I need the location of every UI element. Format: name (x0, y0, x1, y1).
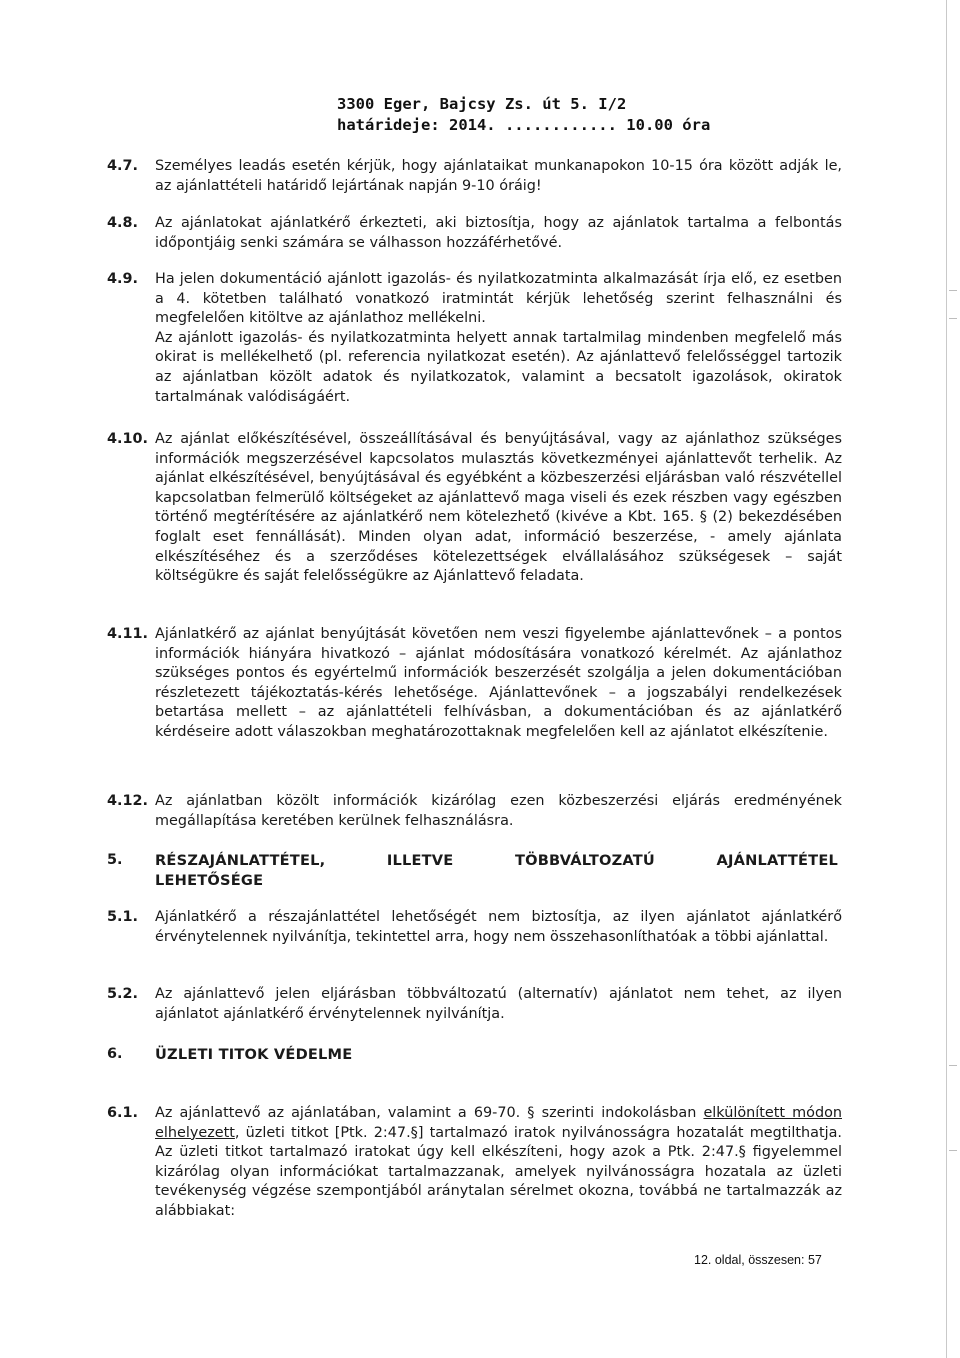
section-4-11 (107, 625, 842, 743)
section-5-2 (107, 985, 842, 1024)
page-number-footer: 12. oldal, összesen: 57 (694, 1253, 822, 1267)
edge-tick (949, 318, 957, 319)
section-number: 4.9. (107, 271, 138, 287)
section-paragraph: Ha jelen dokumentáció ajánlott igazolás- és nyilatkozatminta alkalmazását írja elő, ez esetben a 4. kötetben található vonatkozó iratmintát kérjük lehetőség szerint felhasználni és megfelelően kitöltve az ajánlathoz mellékelni. (155, 271, 842, 327)
section-text: Az ajánlat előkészítésével, összeállításával és benyújtásával, vagy az ajánlathoz szükséges információk megszerzésével kapcsolatos mulasztás következményei ajánlattevőt terhelik. Az ajánlat elkészítésével, benyújtásával és egyébként a közbeszerzési eljárásban való részvétellel kapcsolatban felmerülő költségeket az ajánlattevő maga viseli és ezek részben vagy egészben történő megtérítésére az ajánlatkérő nem kötelezhető (kivéve a Kbt. 165. § (2) bekezdésében foglalt eset fennállását). Minden olyan adat, információ beszerzése, - amely ajánlata elkészítéséhez és a szerződéses kötelezettségek elvállalásához szükségesek – saját költségükre és saját felelősségükre az Ajánlattevő feladata. (155, 431, 842, 585)
title-word: AJÁNLATTÉTEL (716, 852, 838, 869)
section-4-8 (107, 214, 842, 253)
section-number: 5.2. (107, 986, 138, 1002)
section-number: 4.11. (107, 626, 148, 642)
section-number: 6. (107, 1046, 123, 1062)
section-number: 6.1. (107, 1105, 138, 1121)
section-text: Személyes leadás esetén kérjük, hogy ajánlataikat munkanapokon 10-15 óra között adják le, az ajánlattételi határidő lejártának napján 9-10 óráig! (155, 158, 842, 194)
document-header (337, 94, 710, 136)
text-run: Az ajánlattevő az ajánlatában, valamint a 69-70. § szerinti indokolásban (155, 1105, 697, 1121)
section-text (155, 270, 842, 407)
section-4-9 (107, 270, 842, 407)
section-number: 4.7. (107, 158, 138, 174)
section-text: Ajánlatkérő az ajánlat benyújtását követően nem veszi figyelembe ajánlattevőnek – a pontos információk hiányára hivatkozó – ajánlat módosítására vonatkozó kérelmét. Az ajánlathoz szükséges pontos és egyértelmű információk beszerzését szolgálja a jelen dokumentációban részletezett tájékoztatás-kérés lehetősége. Ajánlattevőnek – a jogszabályi rendelkezések betartása mellett – az ajánlattételi felhívásban, a dokumentációban és az ajánlatkérő kérdéseire adott válaszokban meghatározottaknak megfelelően kell az ajánlatot elkészítenie. (155, 626, 842, 740)
section-text: Az ajánlatokat ajánlatkérő érkezteti, aki biztosítja, hogy az ajánlatok tartalma a felbontás időpontjáig senki számára se válhasson hozzáférhetővé. (155, 215, 842, 251)
section-text (155, 1104, 842, 1222)
page-edge-line (946, 0, 947, 1358)
section-number: 4.12. (107, 793, 148, 809)
section-title (155, 851, 842, 890)
section-number: 4.10. (107, 431, 148, 447)
edge-tick (949, 290, 957, 291)
header-deadline: határideje: 2014. ............ 10.00 óra (337, 116, 711, 134)
title-word: TÖBBVÁLTOZATÚ (514, 852, 655, 869)
section-title-line2: LEHETŐSÉGE (155, 871, 264, 889)
title-word: RÉSZAJÁNLATTÉTEL, (155, 852, 326, 869)
section-4-7 (107, 157, 842, 196)
title-word: ILLETVE (386, 852, 454, 869)
section-text: Az ajánlatban közölt információk kizárólag ezen közbeszerzési eljárás eredményének megállapítása keretében kerülnek felhasználásra. (155, 793, 842, 829)
section-4-12 (107, 792, 842, 831)
underlined-phrase: elkülönített módon elhelyezett (155, 1105, 842, 1141)
section-title: ÜZLETI TITOK VÉDELME (155, 1046, 353, 1063)
section-number: 4.8. (107, 215, 138, 231)
edge-tick (949, 1065, 957, 1066)
section-text: Ajánlatkérő a részajánlattétel lehetőségét nem biztosítja, az ilyen ajánlatot ajánlatkérő érvénytelennek nyilvánítja, tekintettel arra, hogy nem összehasonlíthatóak a többi ajánlattal. (155, 909, 842, 945)
section-5-1 (107, 908, 842, 947)
edge-tick (949, 1150, 957, 1151)
section-text: Az ajánlattevő jelen eljárásban többváltozatú (alternatív) ajánlatot nem tehet, az ilyen ajánlatot ajánlatkérő érvénytelennek nyilvánítja. (155, 986, 842, 1022)
section-6-heading (107, 1045, 842, 1065)
section-5-heading (107, 851, 842, 890)
section-number: 5. (107, 852, 123, 868)
header-address: 3300 Eger, Bajcsy Zs. út 5. I/2 (337, 95, 627, 113)
section-title-line1 (155, 851, 838, 871)
section-paragraph: Az ajánlott igazolás- és nyilatkozatminta helyett annak tartalmilag mindenben megfelelő más okirat is mellékelhető (pl. referencia nyilatkozat esetén). Az ajánlattevő felelősséggel tartozik az ajánlatban közölt adatok és nyilatkozatok, valamint a becsatolt igazolások, okiratok tartalmának valódiságáért. (155, 329, 842, 405)
section-4-10 (107, 430, 842, 587)
section-6-1 (107, 1104, 842, 1222)
text-run: , üzleti titkot [Ptk. 2:47.§] tartalmazó iratok nyilvánosságra hozatalát megtilthatja. Az üzleti titkot tartalmazó iratokat úgy kell elkészíteni, hogy azok a Ptk. 2:47.§ figyelemmel kizárólag olyan információkat tartalmazzanak, amelyek nyilvánosságra hozatala az üzleti tevékenység végzése szempontjából aránytalan sérelmet okozna, továbbá ne tartalmazzák az alábbiakat: (155, 1124, 842, 1219)
section-number: 5.1. (107, 909, 138, 925)
